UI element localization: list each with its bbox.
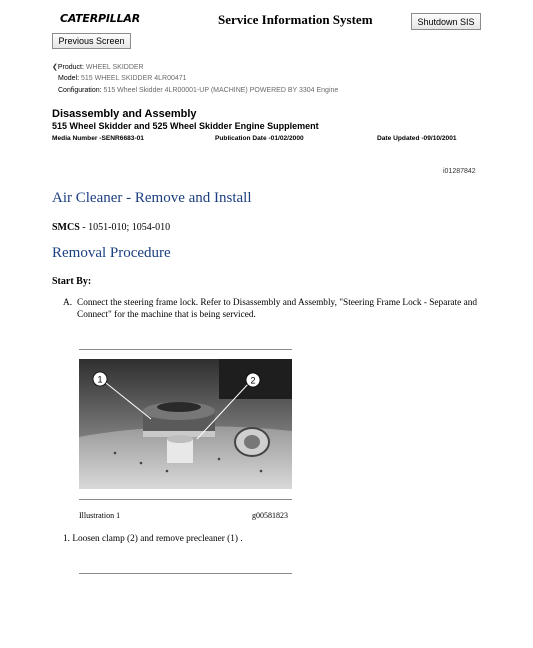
air-cleaner-photo-graphic <box>79 359 292 489</box>
callout-2 <box>246 373 260 387</box>
step-1-label: 1. <box>63 534 70 544</box>
date-updated: Date Updated -09/10/2001 <box>377 135 457 142</box>
removal-heading: Removal Procedure <box>52 245 171 261</box>
illustration-bottom-rule <box>79 499 292 500</box>
shutdown-button[interactable]: Shutdown SIS <box>411 13 481 30</box>
previous-screen-button[interactable]: Previous Screen <box>52 33 131 49</box>
illustration-id: g00581823 <box>252 511 288 520</box>
product-key: Product: <box>57 64 84 71</box>
document-subtitle: 515 Wheel Skidder and 525 Wheel Skidder Engine Supplement <box>52 121 319 131</box>
callout-1 <box>93 372 107 386</box>
configuration-key: Configuration: <box>58 87 102 94</box>
caterpillar-logo: CATERPILLAR <box>60 12 140 25</box>
step-a <box>63 297 483 321</box>
model-key: Model: <box>58 75 80 82</box>
document-id: i01287842 <box>443 168 476 175</box>
back-arrow-icon[interactable]: ❮ <box>52 64 58 71</box>
smcs-codes: - 1051-010; 1054-010 <box>79 222 171 233</box>
page-title: Air Cleaner - Remove and Install <box>52 190 252 206</box>
model-value: 515 WHEEL SKIDDER 4LR00471 <box>80 75 187 82</box>
configuration-value: 515 Wheel Skidder 4LR00001-UP (MACHINE) POWERED BY 3304 Engine <box>103 87 339 94</box>
model-row <box>58 75 187 82</box>
configuration-row <box>58 87 338 94</box>
callout-1-text: 1 <box>97 374 103 385</box>
media-number: Media Number -SENR6683-01 <box>52 135 144 142</box>
system-title: Service Information System <box>218 12 373 27</box>
section-title: Disassembly and Assembly <box>52 108 197 120</box>
product-value: WHEEL SKIDDER <box>85 64 144 71</box>
section-bottom-rule <box>79 573 292 574</box>
callout-2-text: 2 <box>250 375 256 386</box>
publication-date: Publication Date -01/02/2000 <box>215 135 304 142</box>
step-a-text: Connect the steering frame lock. Refer to Disassembly and Assembly, "Steering Frame Lock - Separate and Connect" for the machine that is being serviced. <box>77 298 478 320</box>
step-1-text: Loosen clamp (2) and remove precleaner (1) . <box>72 534 243 544</box>
illustration-caption: Illustration 1 <box>79 511 121 520</box>
step-a-label: A. <box>63 298 73 308</box>
illustration-photo <box>79 359 292 489</box>
smcs-label: SMCS <box>52 222 80 233</box>
illustration-top-rule <box>79 349 292 350</box>
start-by-label: Start By: <box>52 276 92 287</box>
product-row <box>52 63 144 71</box>
smcs-line <box>52 222 170 233</box>
step-1 <box>63 534 243 544</box>
